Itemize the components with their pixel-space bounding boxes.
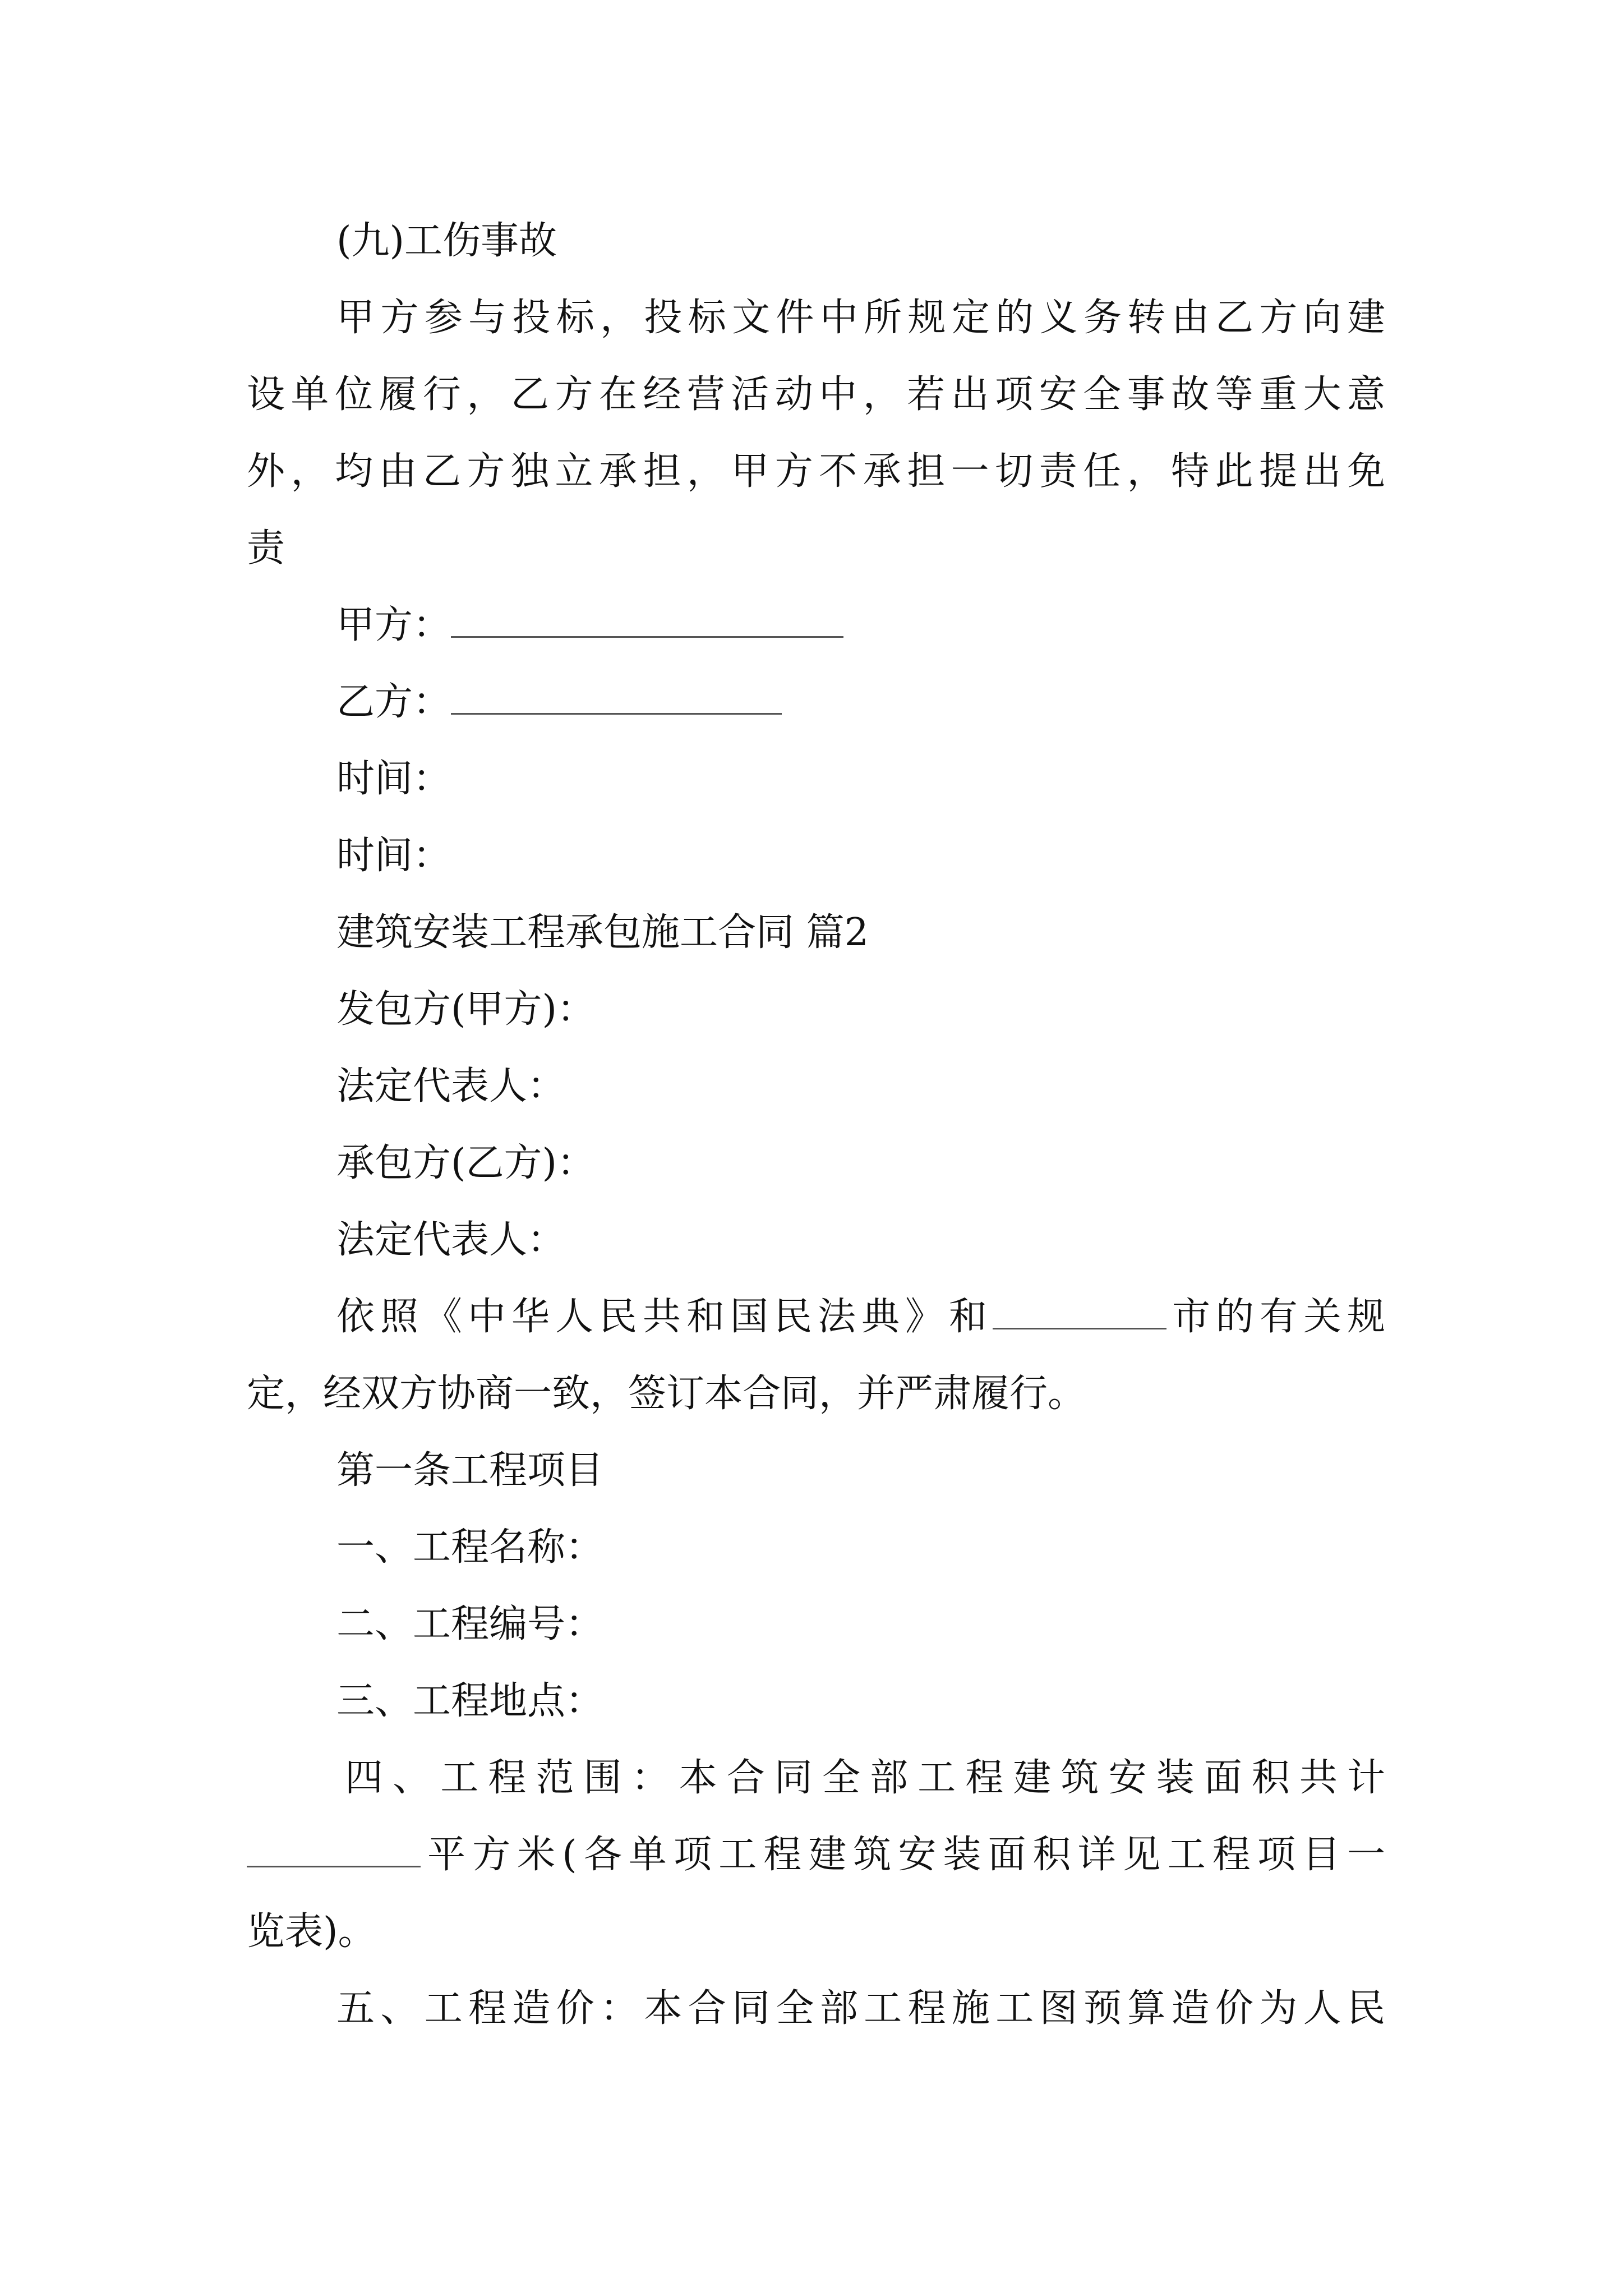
fill-blank: [993, 1327, 1166, 1329]
paragraph-line: 责: [247, 526, 285, 570]
signature-line-party-a: [336, 600, 843, 651]
paragraph-line: 设单位履行，乙方在经营活动中，若出项安全事故等重大意: [247, 372, 1385, 417]
list-item: 一、工程名称：: [336, 1525, 604, 1570]
signature-blank: [451, 712, 782, 715]
section-title: (九)工伤事故: [336, 219, 557, 263]
contractor-label: 承包方(乙方)：: [336, 1141, 596, 1185]
item4-text: 平方米(各单项工程建筑安装面积详见工程项目一: [421, 1833, 1385, 1877]
time-label: 时间：: [336, 834, 451, 878]
paragraph-line: [247, 1830, 1385, 1880]
party-a-label: 甲方：: [336, 603, 451, 647]
paragraph-line: [336, 1292, 1385, 1342]
party-b-label: 乙方：: [336, 680, 451, 724]
list-item: 二、工程编号：: [336, 1602, 604, 1646]
employer-rep-label: 法定代表人：: [336, 1064, 566, 1108]
paragraph-line: 览表)。: [247, 1910, 376, 1954]
fill-blank: [247, 1865, 421, 1867]
signature-line-party-b: [336, 677, 782, 728]
basis-text: 依照《中华人民共和国民法典》和: [336, 1295, 993, 1339]
time-label: 时间：: [336, 757, 451, 801]
list-item: 三、工程地点：: [336, 1679, 604, 1723]
contractor-rep-label: 法定代表人：: [336, 1218, 566, 1262]
employer-label: 发包方(甲方)：: [336, 987, 596, 1032]
signature-blank: [451, 636, 843, 638]
contract-title: 建筑安装工程承包施工合同 篇2: [336, 910, 869, 955]
paragraph-line: 五、工程造价：本合同全部工程施工图预算造价为人民: [336, 1986, 1385, 2031]
paragraph-line: 甲方参与投标，投标文件中所规定的义务转由乙方向建: [336, 296, 1385, 340]
paragraph-line: 四、工程范围：本合同全部工程建筑安装面积共计: [345, 1756, 1385, 1800]
paragraph-line: 外，均由乙方独立承担，甲方不承担一切责任，特此提出免: [247, 449, 1385, 494]
article-title: 第一条工程项目: [336, 1448, 604, 1493]
basis-text: 市的有关规: [1166, 1295, 1385, 1339]
paragraph-line: 定，经双方协商一致，签订本合同，并严肃履行。: [247, 1372, 1086, 1416]
